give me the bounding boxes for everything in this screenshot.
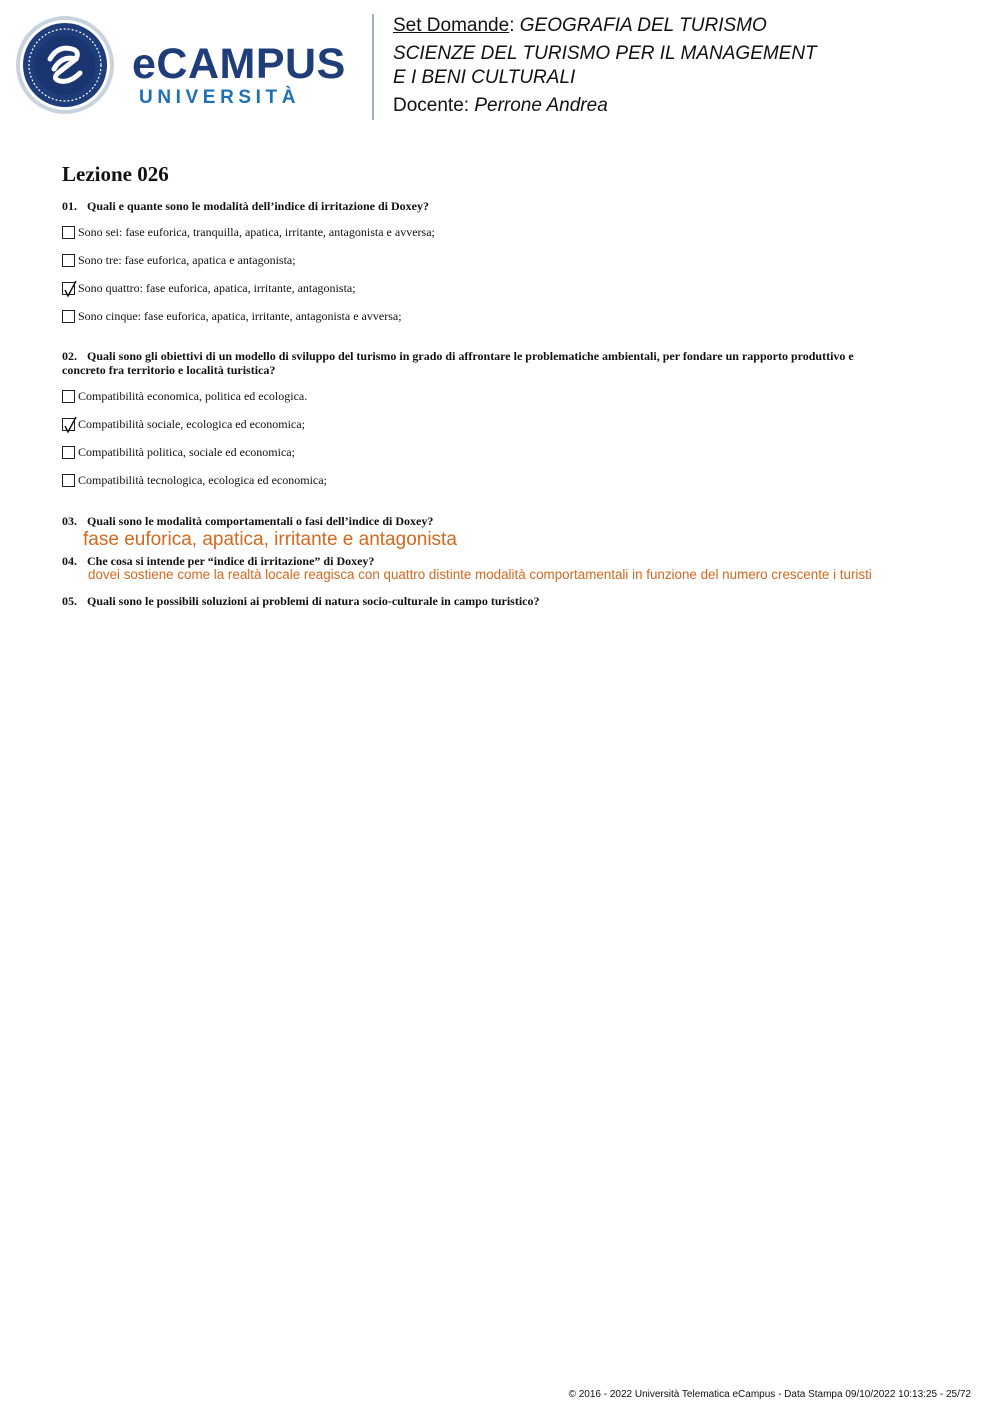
option-text: Sono tre: fase euforica, apatica e antagonista; [78,253,296,267]
answer-03: fase euforica, apatica, irritante e antagonista [83,529,457,550]
question-05 [62,594,942,608]
checkbox-checked[interactable] [62,418,75,431]
question-number: 03. [62,514,77,528]
checkbox[interactable] [62,226,75,239]
page-footer: © 2016 - 2022 Università Telematica eCampus - Data Stampa 09/10/2022 10:13:25 - 25/72 [568,1389,971,1400]
ecampus-emblem-icon [14,15,116,115]
question-text: Quali e quante sono le modalità dell’indice di irritazione di Doxey? [87,199,429,213]
checkbox[interactable] [62,446,75,459]
question-number: 04. [62,554,77,568]
question-number: 02. [62,349,77,363]
degree-line-2: E I BENI CULTURALI [393,67,576,88]
option-02-a[interactable] [62,388,307,404]
option-text: Sono quattro: fase euforica, apatica, irritante, antagonista; [78,281,356,295]
checkbox[interactable] [62,254,75,267]
checkbox-checked[interactable] [62,282,75,295]
header-info [393,14,993,118]
question-text-line-1: Quali sono gli obiettivi di un modello di sviluppo del turismo in grado di affrontare le problematiche ambientali, per fondare un rapporto produttivo e [87,349,854,363]
question-number: 01. [62,199,77,213]
option-01-b[interactable] [62,252,296,268]
option-02-c[interactable] [62,444,295,460]
question-text-line-2: concreto fra territorio e località turistica? [62,363,276,377]
option-text: Sono sei: fase euforica, tranquilla, apatica, irritante, antagonista e avversa; [78,225,435,239]
option-01-d[interactable] [62,308,402,324]
option-text: Compatibilità politica, sociale ed economica; [78,445,295,459]
ecampus-wordmark [132,40,357,115]
checkbox[interactable] [62,390,75,403]
option-text: Compatibilità economica, politica ed ecologica. [78,389,308,403]
teacher-line [393,94,993,118]
question-01 [62,199,942,213]
answer-04: dovei sostiene come la realtà locale reagisca con quattro distinte modalità comportamentali in funzione del numero crescente i turisti [88,567,872,582]
set-line [393,14,993,38]
option-text: Compatibilità tecnologica, ecologica ed economica; [78,473,327,487]
set-separator: : [509,15,520,36]
question-03 [62,514,942,528]
option-text: Compatibilità sociale, ecologica ed economica; [78,417,305,431]
logo-subtitle: UNIVERSITÀ [139,87,301,108]
checkbox[interactable] [62,474,75,487]
option-02-d[interactable] [62,472,327,488]
header-divider [372,14,374,120]
option-01-a[interactable] [62,224,435,240]
option-01-c[interactable] [62,280,356,296]
option-02-b[interactable] [62,416,305,432]
teacher-name: Perrone Andrea [474,95,608,116]
teacher-label: Docente: [393,95,475,116]
question-02 [62,349,942,377]
page-header [0,0,1000,130]
question-number: 05. [62,594,77,608]
logo-word: eCAMPUS [132,40,346,88]
lesson-title: Lezione 026 [62,162,169,186]
course-title: GEOGRAFIA DEL TURISMO [519,15,767,36]
checkbox[interactable] [62,310,75,323]
question-text: Quali sono le possibili soluzioni ai problemi di natura socio-culturale in campo turistico? [87,594,540,608]
option-text: Sono cinque: fase euforica, apatica, irritante, antagonista e avversa; [78,309,402,323]
question-text: Che cosa si intende per “indice di irritazione” di Doxey? [87,554,375,568]
question-text: Quali sono le modalità comportamentali o fasi dell’indice di Doxey? [87,514,434,528]
degree-line-1: SCIENZE DEL TURISMO PER IL MANAGEMENT [393,43,817,64]
set-label: Set Domande [393,15,510,36]
